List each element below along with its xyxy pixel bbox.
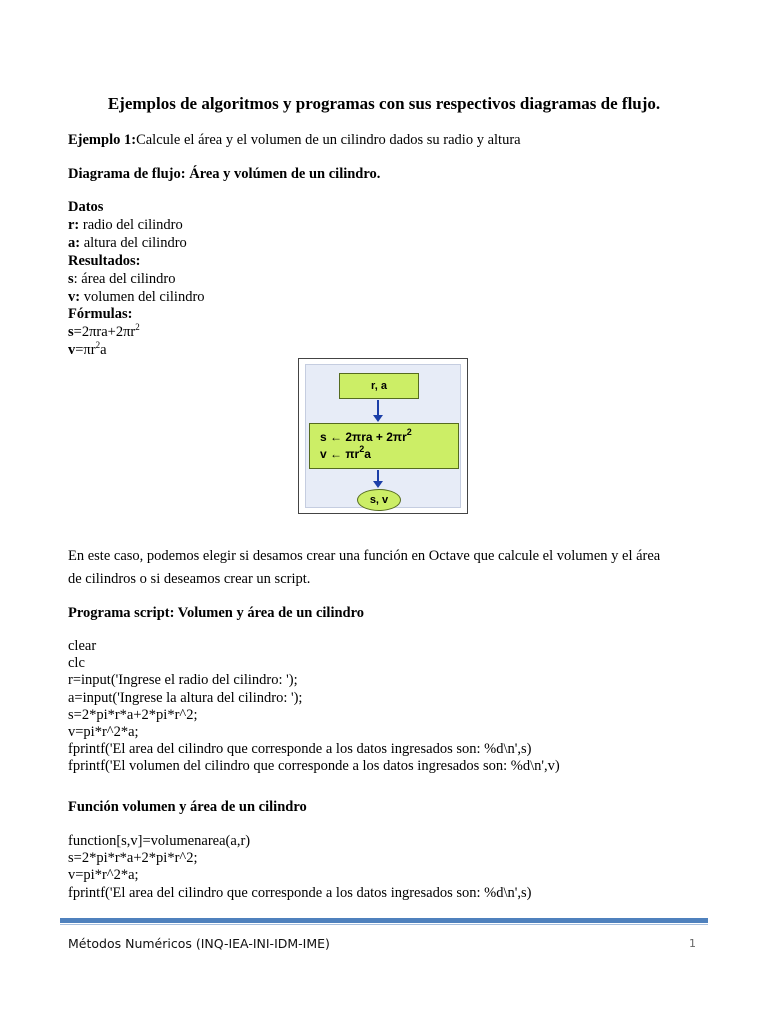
formula-v-label: v — [68, 342, 76, 358]
footer-rule-thin — [60, 924, 708, 925]
code-line: s=2*pi*r*a+2*pi*r^2; — [68, 850, 198, 867]
datos-r-text: radio del cilindro — [79, 217, 183, 233]
flowchart-input-box: r, a — [339, 373, 419, 399]
resultados-v-label: v: — [68, 289, 81, 305]
page-title: Ejemplos de algoritmos y programas con sus respectivos diagramas de flujo. — [107, 94, 661, 113]
formula-s — [68, 323, 140, 341]
paragraph-line-2: de cilindros o si deseamos crear un script. — [68, 571, 311, 587]
datos-r — [68, 216, 183, 234]
datos-a-text: altura del cilindro — [80, 235, 187, 251]
flowchart-arrow-down-icon — [377, 470, 379, 482]
flowchart-process-box — [309, 423, 459, 469]
flowchart-arrow-down-icon — [377, 400, 379, 416]
code-line: a=input('Ingrese la altura del cilindro: '); — [68, 689, 303, 706]
example-label: Ejemplo 1: — [68, 132, 137, 148]
flowchart-process-line-2-tail: a — [364, 447, 371, 461]
code-line: v=pi*r^2*a; — [68, 724, 139, 740]
resultados-s-text: : área del cilindro — [73, 271, 176, 287]
flowchart-process-line-1-text: s ← 2πra + 2πr — [320, 430, 407, 444]
formula-s-exp: 2 — [135, 322, 140, 332]
datos-a — [68, 234, 187, 252]
resultados-v-text: volumen del cilindro — [80, 289, 205, 305]
formula-s-label: s — [68, 324, 74, 340]
formula-v-exp: 2 — [95, 340, 101, 350]
flowchart-process-line-1-exp: 2 — [406, 427, 412, 437]
flowchart-process-line-2 — [320, 446, 458, 463]
flowchart — [298, 358, 468, 514]
diagram-heading: Diagrama de flujo: Área y volúmen de un cilindro. — [68, 166, 381, 182]
code-line: clc — [68, 655, 85, 672]
formula-v-tail: a — [100, 342, 107, 358]
resultados-v — [68, 288, 205, 306]
paragraph-line-1: En este caso, podemos elegir si desamos crear una función en Octave que calcule el volumen y el área — [68, 548, 661, 564]
datos-heading: Datos — [68, 199, 104, 215]
code-line: clear — [68, 638, 97, 654]
page-number: 1 — [689, 937, 696, 950]
datos-r-label: r: — [68, 217, 80, 233]
flowchart-process-line-2-exp: 2 — [359, 444, 365, 454]
formula-s-expr: =2πra+2πr — [73, 324, 136, 340]
resultados-s-label: s — [68, 271, 74, 287]
resultados-s — [68, 270, 176, 288]
code-line: function[s,v]=volumenarea(a,r) — [68, 833, 251, 849]
code-line: v=pi*r^2*a; — [68, 867, 139, 884]
example-text: Calcule el área y el volumen de un cilindro dados su radio y altura — [136, 132, 521, 148]
function-heading: Función volumen y área de un cilindro — [68, 799, 307, 815]
formula-v — [68, 341, 107, 359]
flowchart-process-line-2-text: v ← πr — [320, 447, 360, 461]
footer-text: Métodos Numéricos (INQ-IEA-INI-IDM-IME) — [68, 936, 330, 951]
code-line: s=2*pi*r*a+2*pi*r^2; — [68, 706, 198, 723]
code-line: fprintf('El area del cilindro que corresponde a los datos ingresados son: %d\n',s) — [68, 741, 532, 758]
code-line: r=input('Ingrese el radio del cilindro: '); — [68, 672, 298, 689]
formulas-heading: Fórmulas: — [68, 306, 133, 322]
formula-v-expr: =πr — [75, 342, 96, 358]
flowchart-output-oval: s, v — [357, 489, 401, 511]
resultados-heading: Resultados: — [68, 253, 141, 269]
code-line: fprintf('El area del cilindro que corresponde a los datos ingresados son: %d\n',s) — [68, 884, 532, 901]
script-heading: Programa script: Volumen y área de un cilindro — [68, 605, 365, 621]
flowchart-process-line-1 — [320, 429, 458, 446]
footer-rule — [60, 918, 708, 923]
code-line: fprintf('El volumen del cilindro que corresponde a los datos ingresados son: %d\n',v) — [68, 758, 560, 775]
datos-a-label: a: — [68, 235, 81, 251]
example-statement — [68, 131, 521, 149]
